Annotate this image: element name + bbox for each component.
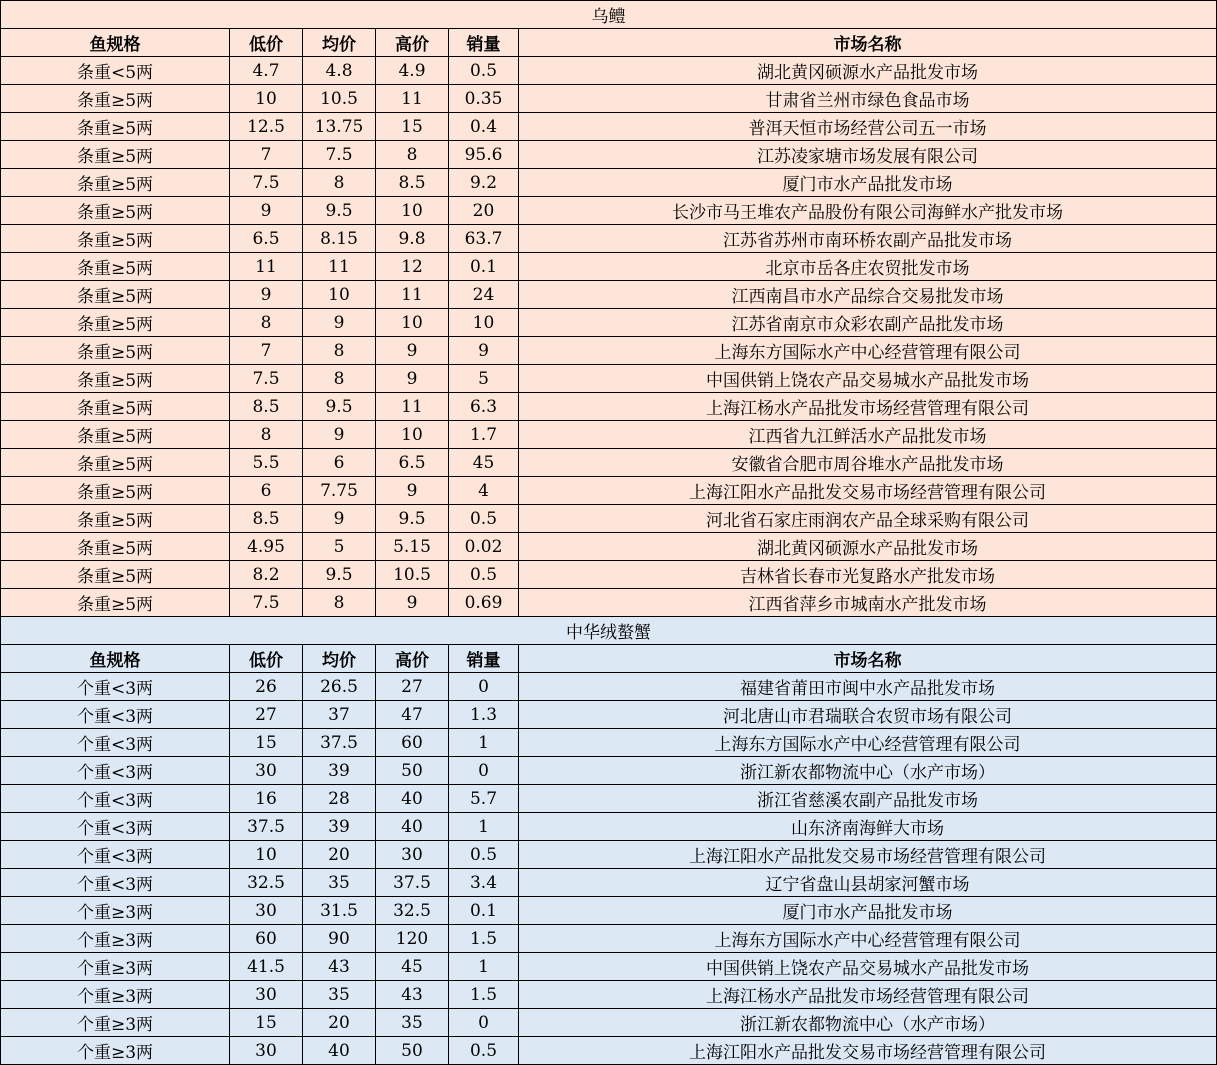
cell-spec: 个重≥3两 bbox=[1, 897, 230, 925]
cell-high-price: 6.5 bbox=[376, 449, 449, 477]
cell-sales: 20 bbox=[449, 197, 519, 225]
cell-spec: 条重≥5两 bbox=[1, 365, 230, 393]
table-row bbox=[1, 505, 1217, 533]
cell-sales: 45 bbox=[449, 449, 519, 477]
cell-sales: 0.5 bbox=[449, 841, 519, 869]
cell-sales: 0 bbox=[449, 673, 519, 701]
table-row bbox=[1, 701, 1217, 729]
table-row bbox=[1, 113, 1217, 141]
cell-low-price: 30 bbox=[230, 981, 303, 1009]
cell-spec: 条重≥5两 bbox=[1, 561, 230, 589]
cell-high-price: 11 bbox=[376, 85, 449, 113]
table-row bbox=[1, 449, 1217, 477]
section-title: 乌鳢 bbox=[1, 1, 1217, 29]
cell-low-price: 7 bbox=[230, 337, 303, 365]
cell-low-price: 8 bbox=[230, 421, 303, 449]
cell-spec: 条重≥5两 bbox=[1, 393, 230, 421]
cell-spec: 条重≥5两 bbox=[1, 225, 230, 253]
cell-sales: 1.3 bbox=[449, 701, 519, 729]
cell-low-price: 27 bbox=[230, 701, 303, 729]
table-row bbox=[1, 1009, 1217, 1037]
cell-high-price: 40 bbox=[376, 785, 449, 813]
cell-avg-price: 39 bbox=[303, 813, 376, 841]
section-title: 中华绒螯蟹 bbox=[1, 617, 1217, 645]
cell-high-price: 10 bbox=[376, 309, 449, 337]
cell-low-price: 9 bbox=[230, 197, 303, 225]
column-header-high-price: 高价 bbox=[376, 645, 449, 673]
cell-low-price: 7 bbox=[230, 141, 303, 169]
cell-sales: 0 bbox=[449, 757, 519, 785]
cell-spec: 个重<3两 bbox=[1, 813, 230, 841]
cell-sales: 63.7 bbox=[449, 225, 519, 253]
cell-low-price: 8.5 bbox=[230, 505, 303, 533]
cell-avg-price: 20 bbox=[303, 841, 376, 869]
cell-high-price: 9 bbox=[376, 337, 449, 365]
cell-low-price: 30 bbox=[230, 897, 303, 925]
cell-avg-price: 9 bbox=[303, 309, 376, 337]
cell-high-price: 37.5 bbox=[376, 869, 449, 897]
cell-spec: 条重≥5两 bbox=[1, 477, 230, 505]
cell-high-price: 120 bbox=[376, 925, 449, 953]
cell-spec: 个重≥3两 bbox=[1, 1009, 230, 1037]
cell-avg-price: 10 bbox=[303, 281, 376, 309]
price-table-body bbox=[1, 1, 1217, 1065]
cell-sales: 0.1 bbox=[449, 253, 519, 281]
cell-sales: 5.7 bbox=[449, 785, 519, 813]
cell-market-name: 湖北黄冈硕源水产品批发市场 bbox=[519, 57, 1217, 85]
cell-high-price: 8 bbox=[376, 141, 449, 169]
cell-high-price: 9 bbox=[376, 477, 449, 505]
table-row bbox=[1, 673, 1217, 701]
column-header-avg-price: 均价 bbox=[303, 29, 376, 57]
cell-sales: 0.69 bbox=[449, 589, 519, 617]
cell-market-name: 上海江阳水产品批发交易市场经营管理有限公司 bbox=[519, 841, 1217, 869]
cell-low-price: 11 bbox=[230, 253, 303, 281]
cell-spec: 个重≥3两 bbox=[1, 925, 230, 953]
cell-avg-price: 6 bbox=[303, 449, 376, 477]
cell-sales: 95.6 bbox=[449, 141, 519, 169]
header-row bbox=[1, 29, 1217, 57]
cell-sales: 1.7 bbox=[449, 421, 519, 449]
cell-low-price: 7.5 bbox=[230, 169, 303, 197]
cell-avg-price: 9.5 bbox=[303, 561, 376, 589]
cell-high-price: 50 bbox=[376, 1037, 449, 1065]
cell-market-name: 上海东方国际水产中心经营管理有限公司 bbox=[519, 925, 1217, 953]
table-row bbox=[1, 533, 1217, 561]
column-header-spec: 鱼规格 bbox=[1, 29, 230, 57]
cell-spec: 条重≥5两 bbox=[1, 253, 230, 281]
cell-sales: 0 bbox=[449, 1009, 519, 1037]
cell-high-price: 45 bbox=[376, 953, 449, 981]
column-header-sales: 销量 bbox=[449, 29, 519, 57]
cell-high-price: 30 bbox=[376, 841, 449, 869]
cell-spec: 条重≥5两 bbox=[1, 589, 230, 617]
cell-avg-price: 43 bbox=[303, 953, 376, 981]
cell-spec: 条重≥5两 bbox=[1, 505, 230, 533]
cell-avg-price: 8 bbox=[303, 337, 376, 365]
cell-avg-price: 35 bbox=[303, 869, 376, 897]
table-row bbox=[1, 785, 1217, 813]
cell-high-price: 12 bbox=[376, 253, 449, 281]
table-row bbox=[1, 981, 1217, 1009]
cell-spec: 条重≥5两 bbox=[1, 309, 230, 337]
cell-high-price: 11 bbox=[376, 281, 449, 309]
cell-avg-price: 9 bbox=[303, 421, 376, 449]
cell-market-name: 上海江杨水产品批发市场经营管理有限公司 bbox=[519, 981, 1217, 1009]
cell-high-price: 10 bbox=[376, 421, 449, 449]
cell-low-price: 8.5 bbox=[230, 393, 303, 421]
cell-avg-price: 39 bbox=[303, 757, 376, 785]
column-header-high-price: 高价 bbox=[376, 29, 449, 57]
cell-spec: 个重<3两 bbox=[1, 869, 230, 897]
cell-sales: 0.5 bbox=[449, 57, 519, 85]
cell-sales: 10 bbox=[449, 309, 519, 337]
cell-market-name: 中国供销上饶农产品交易城水产品批发市场 bbox=[519, 953, 1217, 981]
cell-sales: 9.2 bbox=[449, 169, 519, 197]
section-title-row bbox=[1, 617, 1217, 645]
cell-sales: 0.4 bbox=[449, 113, 519, 141]
cell-market-name: 江西省萍乡市城南水产批发市场 bbox=[519, 589, 1217, 617]
cell-high-price: 9 bbox=[376, 365, 449, 393]
table-row bbox=[1, 1037, 1217, 1065]
cell-sales: 1.5 bbox=[449, 981, 519, 1009]
cell-sales: 6.3 bbox=[449, 393, 519, 421]
cell-low-price: 6.5 bbox=[230, 225, 303, 253]
column-header-low-price: 低价 bbox=[230, 645, 303, 673]
cell-spec: 条重≥5两 bbox=[1, 85, 230, 113]
cell-market-name: 江西南昌市水产品综合交易批发市场 bbox=[519, 281, 1217, 309]
cell-avg-price: 37.5 bbox=[303, 729, 376, 757]
cell-avg-price: 20 bbox=[303, 1009, 376, 1037]
cell-market-name: 安徽省合肥市周谷堆水产品批发市场 bbox=[519, 449, 1217, 477]
cell-avg-price: 40 bbox=[303, 1037, 376, 1065]
cell-market-name: 河北唐山市君瑞联合农贸市场有限公司 bbox=[519, 701, 1217, 729]
table-row bbox=[1, 141, 1217, 169]
cell-spec: 个重≥3两 bbox=[1, 1037, 230, 1065]
column-header-market-name: 市场名称 bbox=[519, 29, 1217, 57]
cell-market-name: 上海江杨水产品批发市场经营管理有限公司 bbox=[519, 393, 1217, 421]
cell-high-price: 10 bbox=[376, 197, 449, 225]
cell-spec: 条重≥5两 bbox=[1, 281, 230, 309]
cell-high-price: 4.9 bbox=[376, 57, 449, 85]
cell-market-name: 厦门市水产品批发市场 bbox=[519, 169, 1217, 197]
cell-high-price: 47 bbox=[376, 701, 449, 729]
cell-market-name: 厦门市水产品批发市场 bbox=[519, 897, 1217, 925]
table-row bbox=[1, 281, 1217, 309]
cell-low-price: 4.7 bbox=[230, 57, 303, 85]
cell-high-price: 9.5 bbox=[376, 505, 449, 533]
column-header-low-price: 低价 bbox=[230, 29, 303, 57]
cell-high-price: 10.5 bbox=[376, 561, 449, 589]
cell-market-name: 上海江阳水产品批发交易市场经营管理有限公司 bbox=[519, 477, 1217, 505]
cell-market-name: 上海东方国际水产中心经营管理有限公司 bbox=[519, 337, 1217, 365]
cell-spec: 条重≥5两 bbox=[1, 533, 230, 561]
table-row bbox=[1, 85, 1217, 113]
cell-spec: 个重<3两 bbox=[1, 729, 230, 757]
cell-spec: 个重<3两 bbox=[1, 841, 230, 869]
cell-avg-price: 4.8 bbox=[303, 57, 376, 85]
cell-market-name: 福建省莆田市闽中水产品批发市场 bbox=[519, 673, 1217, 701]
table-row bbox=[1, 393, 1217, 421]
cell-spec: 条重≥5两 bbox=[1, 197, 230, 225]
cell-low-price: 6 bbox=[230, 477, 303, 505]
cell-high-price: 9 bbox=[376, 589, 449, 617]
cell-spec: 个重≥3两 bbox=[1, 981, 230, 1009]
cell-market-name: 长沙市马王堆农产品股份有限公司海鲜水产批发市场 bbox=[519, 197, 1217, 225]
cell-avg-price: 37 bbox=[303, 701, 376, 729]
cell-spec: 条重≥5两 bbox=[1, 141, 230, 169]
cell-spec: 个重<3两 bbox=[1, 757, 230, 785]
table-row bbox=[1, 337, 1217, 365]
cell-avg-price: 90 bbox=[303, 925, 376, 953]
cell-sales: 0.5 bbox=[449, 505, 519, 533]
cell-sales: 1 bbox=[449, 813, 519, 841]
table-row bbox=[1, 365, 1217, 393]
column-header-market-name: 市场名称 bbox=[519, 645, 1217, 673]
cell-high-price: 9.8 bbox=[376, 225, 449, 253]
cell-avg-price: 8 bbox=[303, 169, 376, 197]
cell-avg-price: 10.5 bbox=[303, 85, 376, 113]
cell-low-price: 60 bbox=[230, 925, 303, 953]
cell-sales: 1 bbox=[449, 953, 519, 981]
header-row bbox=[1, 645, 1217, 673]
cell-market-name: 上海东方国际水产中心经营管理有限公司 bbox=[519, 729, 1217, 757]
cell-low-price: 15 bbox=[230, 729, 303, 757]
cell-low-price: 32.5 bbox=[230, 869, 303, 897]
table-row bbox=[1, 869, 1217, 897]
cell-market-name: 上海江阳水产品批发交易市场经营管理有限公司 bbox=[519, 1037, 1217, 1065]
cell-high-price: 15 bbox=[376, 113, 449, 141]
cell-spec: 个重<3两 bbox=[1, 701, 230, 729]
cell-spec: 个重<3两 bbox=[1, 673, 230, 701]
cell-high-price: 8.5 bbox=[376, 169, 449, 197]
cell-market-name: 山东济南海鲜大市场 bbox=[519, 813, 1217, 841]
cell-low-price: 7.5 bbox=[230, 589, 303, 617]
cell-market-name: 浙江新农都物流中心（水产市场） bbox=[519, 757, 1217, 785]
cell-sales: 0.5 bbox=[449, 561, 519, 589]
table-row bbox=[1, 757, 1217, 785]
table-row bbox=[1, 561, 1217, 589]
cell-avg-price: 7.5 bbox=[303, 141, 376, 169]
cell-low-price: 8.2 bbox=[230, 561, 303, 589]
table-row bbox=[1, 197, 1217, 225]
cell-avg-price: 9.5 bbox=[303, 393, 376, 421]
table-row bbox=[1, 729, 1217, 757]
column-header-spec: 鱼规格 bbox=[1, 645, 230, 673]
cell-sales: 5 bbox=[449, 365, 519, 393]
cell-spec: 条重<5两 bbox=[1, 57, 230, 85]
cell-low-price: 7.5 bbox=[230, 365, 303, 393]
section-title-row bbox=[1, 1, 1217, 29]
cell-market-name: 河北省石家庄雨润农产品全球采购有限公司 bbox=[519, 505, 1217, 533]
cell-market-name: 吉林省长春市光复路水产批发市场 bbox=[519, 561, 1217, 589]
cell-avg-price: 8.15 bbox=[303, 225, 376, 253]
cell-market-name: 湖北黄冈硕源水产品批发市场 bbox=[519, 533, 1217, 561]
cell-market-name: 普洱天恒市场经营公司五一市场 bbox=[519, 113, 1217, 141]
cell-avg-price: 9 bbox=[303, 505, 376, 533]
cell-high-price: 32.5 bbox=[376, 897, 449, 925]
cell-low-price: 10 bbox=[230, 85, 303, 113]
cell-spec: 条重≥5两 bbox=[1, 337, 230, 365]
cell-spec: 个重≥3两 bbox=[1, 953, 230, 981]
cell-high-price: 40 bbox=[376, 813, 449, 841]
cell-low-price: 30 bbox=[230, 757, 303, 785]
cell-avg-price: 9.5 bbox=[303, 197, 376, 225]
cell-market-name: 江苏省苏州市南环桥农副产品批发市场 bbox=[519, 225, 1217, 253]
table-row bbox=[1, 169, 1217, 197]
cell-sales: 4 bbox=[449, 477, 519, 505]
cell-low-price: 16 bbox=[230, 785, 303, 813]
cell-high-price: 43 bbox=[376, 981, 449, 1009]
cell-sales: 0.02 bbox=[449, 533, 519, 561]
table-row bbox=[1, 897, 1217, 925]
cell-market-name: 北京市岳各庄农贸批发市场 bbox=[519, 253, 1217, 281]
cell-low-price: 5.5 bbox=[230, 449, 303, 477]
cell-avg-price: 8 bbox=[303, 365, 376, 393]
cell-market-name: 中国供销上饶农产品交易城水产品批发市场 bbox=[519, 365, 1217, 393]
cell-market-name: 江苏省南京市众彩农副产品批发市场 bbox=[519, 309, 1217, 337]
cell-avg-price: 8 bbox=[303, 589, 376, 617]
cell-avg-price: 11 bbox=[303, 253, 376, 281]
cell-market-name: 江西省九江鲜活水产品批发市场 bbox=[519, 421, 1217, 449]
cell-spec: 条重≥5两 bbox=[1, 113, 230, 141]
cell-avg-price: 7.75 bbox=[303, 477, 376, 505]
table-row bbox=[1, 589, 1217, 617]
table-row bbox=[1, 421, 1217, 449]
cell-avg-price: 28 bbox=[303, 785, 376, 813]
cell-market-name: 江苏凌家塘市场发展有限公司 bbox=[519, 141, 1217, 169]
cell-market-name: 浙江省慈溪农副产品批发市场 bbox=[519, 785, 1217, 813]
table-row bbox=[1, 57, 1217, 85]
cell-low-price: 9 bbox=[230, 281, 303, 309]
cell-avg-price: 35 bbox=[303, 981, 376, 1009]
cell-sales: 3.4 bbox=[449, 869, 519, 897]
cell-avg-price: 31.5 bbox=[303, 897, 376, 925]
column-header-sales: 销量 bbox=[449, 645, 519, 673]
cell-market-name: 辽宁省盘山县胡家河蟹市场 bbox=[519, 869, 1217, 897]
table-row bbox=[1, 225, 1217, 253]
cell-market-name: 浙江新农都物流中心（水产市场） bbox=[519, 1009, 1217, 1037]
table-row bbox=[1, 953, 1217, 981]
cell-sales: 24 bbox=[449, 281, 519, 309]
cell-high-price: 5.15 bbox=[376, 533, 449, 561]
cell-avg-price: 5 bbox=[303, 533, 376, 561]
cell-sales: 9 bbox=[449, 337, 519, 365]
cell-low-price: 30 bbox=[230, 1037, 303, 1065]
table-row bbox=[1, 925, 1217, 953]
cell-low-price: 41.5 bbox=[230, 953, 303, 981]
cell-low-price: 37.5 bbox=[230, 813, 303, 841]
cell-market-name: 甘肃省兰州市绿色食品市场 bbox=[519, 85, 1217, 113]
cell-sales: 0.1 bbox=[449, 897, 519, 925]
table-row bbox=[1, 841, 1217, 869]
cell-sales: 1 bbox=[449, 729, 519, 757]
cell-high-price: 60 bbox=[376, 729, 449, 757]
table-row bbox=[1, 813, 1217, 841]
cell-low-price: 12.5 bbox=[230, 113, 303, 141]
cell-high-price: 27 bbox=[376, 673, 449, 701]
cell-sales: 0.35 bbox=[449, 85, 519, 113]
cell-spec: 条重≥5两 bbox=[1, 169, 230, 197]
cell-high-price: 35 bbox=[376, 1009, 449, 1037]
cell-spec: 条重≥5两 bbox=[1, 449, 230, 477]
table-row bbox=[1, 253, 1217, 281]
cell-low-price: 4.95 bbox=[230, 533, 303, 561]
cell-high-price: 11 bbox=[376, 393, 449, 421]
cell-sales: 1.5 bbox=[449, 925, 519, 953]
cell-avg-price: 13.75 bbox=[303, 113, 376, 141]
cell-low-price: 26 bbox=[230, 673, 303, 701]
cell-low-price: 15 bbox=[230, 1009, 303, 1037]
cell-high-price: 50 bbox=[376, 757, 449, 785]
cell-low-price: 10 bbox=[230, 841, 303, 869]
column-header-avg-price: 均价 bbox=[303, 645, 376, 673]
table-row bbox=[1, 477, 1217, 505]
cell-spec: 个重<3两 bbox=[1, 785, 230, 813]
cell-low-price: 8 bbox=[230, 309, 303, 337]
table-row bbox=[1, 309, 1217, 337]
cell-avg-price: 26.5 bbox=[303, 673, 376, 701]
cell-spec: 条重≥5两 bbox=[1, 421, 230, 449]
cell-sales: 0.5 bbox=[449, 1037, 519, 1065]
